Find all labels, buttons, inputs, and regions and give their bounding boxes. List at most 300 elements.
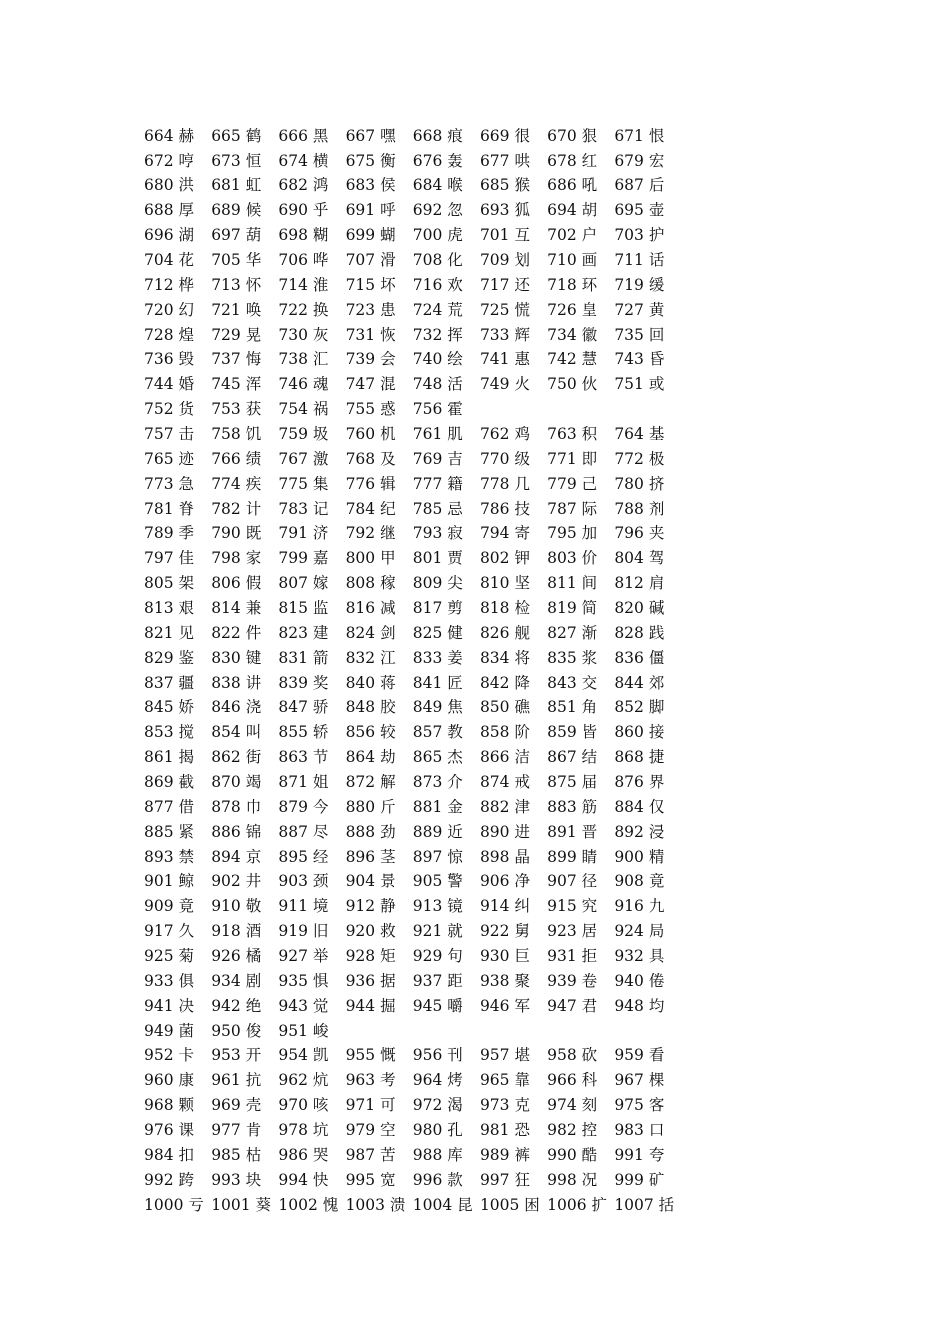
character-entry: 998 况	[547, 1170, 598, 1189]
character-entry: 897 惊	[412, 847, 463, 866]
character-entry: 915 究	[547, 897, 598, 916]
character-entry: 740 绘	[412, 350, 463, 369]
character-entry: 929 句	[412, 947, 463, 966]
character-entry: 774 疾	[211, 474, 262, 493]
character-row	[144, 1193, 704, 1218]
character-entry: 721 唤	[211, 300, 262, 319]
character-entry: 728 煌	[144, 325, 195, 344]
character-entry: 953 开	[211, 1046, 262, 1065]
character-entry: 891 晋	[547, 822, 598, 841]
character-entry: 914 纠	[479, 897, 530, 916]
character-entry: 899 睛	[547, 847, 598, 866]
character-row	[144, 920, 704, 945]
character-row	[144, 373, 704, 398]
character-entry: 902 井	[211, 872, 262, 891]
character-entry: 962 炕	[278, 1071, 329, 1090]
character-entry: 675 衡	[345, 151, 396, 170]
character-entry: 955 慨	[345, 1046, 396, 1065]
character-entry: 848 胶	[345, 698, 396, 717]
character-entry: 991 夸	[614, 1145, 665, 1164]
character-entry: 987 苦	[345, 1145, 396, 1164]
character-entry: 790 既	[211, 524, 262, 543]
character-entry: 907 径	[547, 872, 598, 891]
character-entry: 936 据	[345, 971, 396, 990]
character-entry: 844 郊	[614, 673, 665, 692]
character-entry: 846 浇	[211, 698, 262, 717]
character-entry: 961 抗	[211, 1071, 262, 1090]
character-entry: 917 久	[144, 922, 195, 941]
character-entry: 836 僵	[614, 648, 665, 667]
character-entry: 715 坏	[345, 275, 396, 294]
character-entry: 850 礁	[479, 698, 530, 717]
character-entry: 847 骄	[278, 698, 329, 717]
character-row	[144, 174, 704, 199]
character-entry: 824 剑	[345, 623, 396, 642]
character-entry: 697 葫	[211, 226, 262, 245]
character-entry: 745 浑	[211, 375, 262, 394]
character-entry: 806 假	[211, 574, 262, 593]
character-entry: 989 裤	[479, 1145, 530, 1164]
character-entry: 808 稼	[345, 574, 396, 593]
character-entry: 712 桦	[144, 275, 195, 294]
character-entry: 977 肯	[211, 1121, 262, 1140]
character-entry: 720 幻	[144, 300, 195, 319]
character-entry: 874 戒	[479, 773, 530, 792]
character-entry: 742 慧	[547, 350, 598, 369]
character-entry: 864 劫	[345, 748, 396, 767]
character-entry: 757 击	[144, 424, 195, 443]
character-entry: 900 精	[614, 847, 665, 866]
character-entry: 884 仅	[614, 797, 665, 816]
character-list	[144, 124, 704, 1218]
character-entry: 816 减	[345, 599, 396, 617]
character-entry: 954 凯	[278, 1046, 329, 1065]
character-entry: 889 近	[412, 822, 463, 841]
character-entry: 741 惠	[479, 350, 530, 369]
character-entry: 881 金	[412, 797, 463, 816]
character-entry: 857 教	[412, 723, 463, 742]
character-entry: 770 级	[479, 449, 530, 468]
character-row	[144, 273, 704, 298]
character-entry: 946 军	[479, 996, 530, 1015]
character-entry: 1002 愧	[278, 1195, 339, 1214]
character-row	[144, 1094, 704, 1119]
character-entry: 943 觉	[278, 996, 329, 1015]
character-entry: 719 缓	[614, 275, 665, 294]
character-entry: 950 俊	[211, 1021, 262, 1040]
character-entry: 956 刊	[412, 1046, 463, 1065]
character-row	[144, 895, 704, 920]
character-entry: 952 卡	[144, 1046, 195, 1065]
character-entry: 828 践	[614, 623, 665, 642]
character-entry: 730 灰	[278, 325, 329, 344]
character-entry: 875 届	[547, 773, 598, 792]
character-entry: 786 技	[479, 499, 530, 518]
character-entry: 865 杰	[412, 748, 463, 767]
character-entry: 781 脊	[144, 499, 195, 518]
character-entry: 919 旧	[278, 922, 329, 941]
character-entry: 965 靠	[479, 1071, 530, 1090]
character-entry: 912 静	[345, 897, 396, 916]
character-entry: 803 价	[547, 549, 598, 568]
character-entry: 879 今	[278, 797, 329, 816]
character-entry: 1007 括	[614, 1195, 675, 1214]
character-entry: 913 镜	[412, 897, 463, 916]
character-entry: 947 君	[547, 996, 598, 1015]
character-entry: 860 接	[614, 723, 665, 742]
character-row	[144, 770, 704, 795]
character-entry: 869 截	[144, 773, 195, 792]
character-entry: 796 夹	[614, 524, 665, 543]
character-entry: 994 快	[278, 1170, 329, 1189]
character-entry: 769 吉	[412, 449, 463, 468]
character-entry: 831 箭	[278, 648, 329, 667]
character-entry: 692 忽	[412, 201, 463, 220]
character-row	[144, 248, 704, 273]
character-entry: 905 警	[412, 872, 463, 891]
character-entry: 822 件	[211, 623, 262, 642]
character-entry: 782 计	[211, 499, 262, 518]
character-entry: 734 徽	[547, 325, 598, 344]
character-row	[144, 1118, 704, 1143]
character-entry: 765 迹	[144, 449, 195, 468]
character-entry: 814 兼	[211, 599, 262, 617]
character-entry: 918 酒	[211, 922, 262, 941]
character-entry: 985 枯	[211, 1145, 262, 1164]
character-entry: 851 角	[547, 698, 598, 717]
character-entry: 717 还	[479, 275, 530, 294]
character-entry: 856 较	[345, 723, 396, 742]
character-entry: 737 悔	[211, 350, 262, 369]
character-entry: 795 加	[547, 524, 598, 543]
character-row	[144, 795, 704, 820]
character-entry: 681 虹	[211, 176, 262, 195]
character-entry: 933 俱	[144, 971, 195, 990]
character-entry: 999 矿	[614, 1170, 665, 1189]
character-entry: 834 将	[479, 648, 530, 667]
character-row	[144, 124, 704, 149]
character-entry: 992 跨	[144, 1170, 195, 1189]
character-entry: 996 款	[412, 1170, 463, 1189]
character-entry: 799 嘉	[278, 549, 329, 568]
character-entry: 984 扣	[144, 1145, 195, 1164]
character-entry: 672 哼	[144, 151, 195, 170]
character-entry: 807 嫁	[278, 574, 329, 593]
character-entry: 713 怀	[211, 275, 262, 294]
character-row	[144, 596, 704, 621]
character-entry: 763 积	[547, 424, 598, 443]
character-entry: 980 孔	[412, 1121, 463, 1140]
character-entry: 711 话	[614, 250, 665, 269]
character-entry: 804 驾	[614, 549, 665, 568]
character-entry: 776 辑	[345, 474, 396, 493]
character-entry: 784 纪	[345, 499, 396, 518]
character-row	[144, 472, 704, 497]
character-entry: 960 康	[144, 1071, 195, 1090]
character-entry: 970 咳	[278, 1096, 329, 1115]
character-entry: 751 或	[614, 375, 665, 394]
character-entry: 687 后	[614, 176, 665, 195]
character-entry: 666 黑	[278, 126, 329, 145]
character-entry: 802 钾	[479, 549, 530, 568]
character-row	[144, 1168, 704, 1193]
character-entry: 863 节	[278, 748, 329, 767]
character-entry: 682 鸿	[278, 176, 329, 195]
character-entry: 732 挥	[412, 325, 463, 344]
character-entry: 937 距	[412, 971, 463, 990]
character-entry: 843 交	[547, 673, 598, 692]
character-entry: 684 喉	[412, 176, 463, 195]
character-entry: 768 及	[345, 449, 396, 468]
character-entry: 764 基	[614, 424, 665, 443]
character-row	[144, 447, 704, 472]
character-entry: 901 鲸	[144, 872, 195, 891]
character-entry: 718 环	[547, 275, 598, 294]
character-entry: 693 狐	[479, 201, 530, 220]
character-entry: 694 胡	[547, 201, 598, 220]
character-entry: 685 猴	[479, 176, 530, 195]
character-entry: 888 劲	[345, 822, 396, 841]
character-entry: 801 贾	[412, 549, 463, 568]
character-entry: 923 居	[547, 922, 598, 941]
character-entry: 704 花	[144, 250, 195, 269]
character-row	[144, 870, 704, 895]
character-entry: 1000 亏	[144, 1195, 204, 1214]
character-entry: 920 救	[345, 922, 396, 941]
character-entry: 976 课	[144, 1121, 195, 1140]
character-entry: 772 极	[614, 449, 665, 468]
character-entry: 791 济	[278, 524, 329, 543]
character-entry: 870 竭	[211, 773, 262, 792]
character-entry: 911 境	[278, 897, 329, 916]
character-row	[144, 671, 704, 696]
character-entry: 941 决	[144, 996, 195, 1015]
character-entry: 940 倦	[614, 971, 665, 990]
character-entry: 845 娇	[144, 698, 195, 717]
character-entry: 1004 昆	[412, 1195, 473, 1214]
character-entry: 677 哄	[479, 151, 530, 170]
character-entry: 766 绩	[211, 449, 262, 468]
character-entry: 793 寂	[412, 524, 463, 543]
character-entry: 859 皆	[547, 723, 598, 742]
character-entry: 867 结	[547, 748, 598, 767]
character-entry: 815 监	[278, 599, 329, 617]
character-entry: 746 魂	[278, 375, 329, 394]
character-entry: 731 恢	[345, 325, 396, 344]
character-entry: 916 九	[614, 897, 665, 916]
character-entry: 825 健	[412, 623, 463, 642]
character-entry: 669 很	[479, 126, 530, 145]
character-row	[144, 522, 704, 547]
character-entry: 973 克	[479, 1096, 530, 1115]
character-entry: 852 脚	[614, 698, 665, 717]
character-entry: 789 季	[144, 524, 195, 543]
character-entry: 777 籍	[412, 474, 463, 493]
character-entry: 817 剪	[412, 599, 463, 617]
character-entry: 873 介	[412, 773, 463, 792]
character-entry: 927 举	[278, 947, 329, 966]
character-entry: 710 画	[547, 250, 598, 269]
character-entry: 871 姐	[278, 773, 329, 792]
character-entry: 868 捷	[614, 748, 665, 767]
character-entry: 890 进	[479, 822, 530, 841]
character-entry: 723 患	[345, 300, 396, 319]
character-entry: 750 伙	[547, 375, 598, 394]
character-entry: 667 嘿	[345, 126, 396, 145]
character-entry: 849 焦	[412, 698, 463, 717]
character-entry: 1003 溃	[345, 1195, 406, 1214]
character-entry: 752 货	[144, 400, 195, 419]
character-entry: 798 家	[211, 549, 262, 568]
character-entry: 691 呼	[345, 201, 396, 220]
character-entry: 995 宽	[345, 1170, 396, 1189]
character-entry: 686 吼	[547, 176, 598, 195]
character-entry: 705 华	[211, 250, 262, 269]
character-entry: 922 舅	[479, 922, 530, 941]
character-entry: 725 慌	[479, 300, 530, 319]
character-entry: 896 茎	[345, 847, 396, 866]
character-entry: 862 街	[211, 748, 262, 767]
character-entry: 724 荒	[412, 300, 463, 319]
character-entry: 866 洁	[479, 748, 530, 767]
character-entry: 951 峻	[278, 1021, 329, 1040]
character-row	[144, 820, 704, 845]
character-entry: 701 互	[479, 226, 530, 245]
character-entry: 722 换	[278, 300, 329, 319]
character-entry: 833 姜	[412, 648, 463, 667]
character-entry: 773 急	[144, 474, 195, 493]
character-entry: 878 巾	[211, 797, 262, 816]
character-entry: 924 局	[614, 922, 665, 941]
character-entry: 948 均	[614, 996, 665, 1015]
character-entry: 778 几	[479, 474, 530, 493]
character-entry: 665 鹤	[211, 126, 262, 145]
character-entry: 949 菌	[144, 1021, 195, 1040]
character-entry: 983 口	[614, 1121, 665, 1140]
character-entry: 800 甲	[345, 549, 396, 568]
character-entry: 839 奖	[278, 673, 329, 692]
character-entry: 780 挤	[614, 474, 665, 493]
character-entry: 1005 困	[479, 1195, 540, 1214]
character-entry: 942 绝	[211, 996, 262, 1015]
character-entry: 690 乎	[278, 201, 329, 220]
character-entry: 1006 扩	[547, 1195, 607, 1214]
character-entry: 898 晶	[479, 847, 530, 866]
character-entry: 755 惑	[345, 400, 396, 419]
character-entry: 827 渐	[547, 623, 598, 642]
character-entry: 698 糊	[278, 226, 329, 245]
character-entry: 709 划	[479, 250, 530, 269]
character-entry: 944 掘	[345, 996, 396, 1015]
character-row	[144, 1019, 704, 1044]
character-entry: 981 恐	[479, 1121, 530, 1140]
character-entry: 887 尽	[278, 822, 329, 841]
character-row	[144, 944, 704, 969]
character-entry: 829 鉴	[144, 648, 195, 667]
character-row	[144, 199, 704, 224]
character-entry: 904 景	[345, 872, 396, 891]
character-entry: 679 宏	[614, 151, 665, 170]
character-entry: 771 即	[547, 449, 598, 468]
character-entry: 966 科	[547, 1071, 598, 1090]
character-row	[144, 571, 704, 596]
character-entry: 975 客	[614, 1096, 665, 1115]
character-entry: 706 哗	[278, 250, 329, 269]
character-entry: 972 渴	[412, 1096, 463, 1115]
character-entry: 931 拒	[547, 947, 598, 966]
character-entry: 673 恒	[211, 151, 262, 170]
character-entry: 823 建	[278, 623, 329, 642]
character-entry: 926 橘	[211, 947, 262, 966]
character-entry: 876 界	[614, 773, 665, 792]
character-entry: 883 筋	[547, 797, 598, 816]
character-entry: 812 肩	[614, 574, 665, 593]
character-entry: 716 欢	[412, 275, 463, 294]
character-entry: 986 哭	[278, 1145, 329, 1164]
character-entry: 794 寄	[479, 524, 530, 543]
character-entry: 835 浆	[547, 648, 598, 667]
character-entry: 993 块	[211, 1170, 262, 1189]
character-entry: 714 淮	[278, 275, 329, 294]
character-row	[144, 547, 704, 572]
character-row	[144, 422, 704, 447]
character-entry: 813 艰	[144, 599, 195, 617]
character-entry: 756 霍	[412, 400, 463, 419]
character-entry: 853 搅	[144, 723, 195, 742]
character-entry: 811 间	[547, 574, 598, 593]
character-entry: 744 婚	[144, 375, 195, 394]
character-entry: 674 横	[278, 151, 329, 170]
character-entry: 842 降	[479, 673, 530, 692]
character-entry: 997 狂	[479, 1170, 530, 1189]
character-entry: 820 碱	[614, 599, 665, 617]
character-entry: 759 圾	[278, 424, 329, 443]
character-entry: 872 解	[345, 773, 396, 792]
character-entry: 978 坑	[278, 1121, 329, 1140]
character-entry: 930 巨	[479, 947, 530, 966]
character-row	[144, 323, 704, 348]
character-entry: 664 赫	[144, 126, 195, 145]
character-entry: 945 嚼	[412, 996, 463, 1015]
character-entry: 726 皇	[547, 300, 598, 319]
character-entry: 736 毁	[144, 350, 195, 369]
character-entry: 958 砍	[547, 1046, 598, 1065]
character-entry: 819 简	[547, 599, 598, 617]
character-entry: 861 揭	[144, 748, 195, 767]
character-entry: 880 斤	[345, 797, 396, 816]
character-row	[144, 149, 704, 174]
character-row	[144, 994, 704, 1019]
character-row	[144, 969, 704, 994]
character-entry: 775 集	[278, 474, 329, 493]
character-entry: 727 黄	[614, 300, 665, 319]
character-entry: 700 虎	[412, 226, 463, 245]
character-entry: 818 检	[479, 599, 530, 617]
character-entry: 903 颈	[278, 872, 329, 891]
character-entry: 733 辉	[479, 325, 530, 344]
character-entry: 699 蝴	[345, 226, 396, 245]
character-row	[144, 721, 704, 746]
character-entry: 841 匠	[412, 673, 463, 692]
character-entry: 971 可	[345, 1096, 396, 1115]
character-entry: 676 轰	[412, 151, 463, 170]
character-entry: 753 获	[211, 400, 262, 419]
character-entry: 761 肌	[412, 424, 463, 443]
character-entry: 743 昏	[614, 350, 665, 369]
character-entry: 787 际	[547, 499, 598, 518]
character-entry: 810 坚	[479, 574, 530, 593]
character-entry: 678 红	[547, 151, 598, 170]
